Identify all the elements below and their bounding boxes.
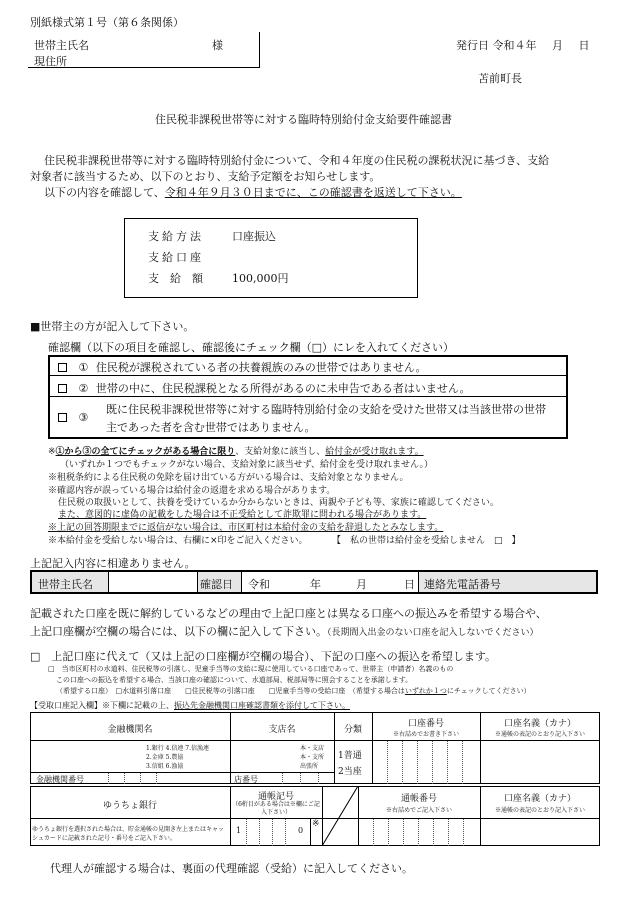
note-4: ※確認内容が誤っている場合は給付金の返還を求める場合があります。 [48, 486, 336, 496]
check-2-checkbox[interactable] [58, 384, 67, 393]
bank-name-header: 金融機関名 [107, 725, 153, 735]
payment-amount-value: 100,000円 [232, 272, 289, 285]
yucho-name: ゆうちょ銀行 [102, 801, 157, 811]
bank-code-label: 金融機関番号 [36, 775, 84, 784]
account-number-field[interactable] [374, 742, 478, 782]
alt-request-checkbox[interactable]: □ 上記口座に代えて（又は上記の口座欄が空欄の場合）、下記の口座への振込を希望します。 [30, 650, 497, 663]
account-holder-field[interactable] [482, 742, 598, 782]
alt-small-1[interactable]: □ 当市区町村の水道料、住民税等の引落し、児童手当等の支給に現に使用している口座であって、世帯主（申請者）名義のもの [48, 665, 454, 673]
check-3-checkbox[interactable] [58, 413, 67, 422]
addressee-address-label: 現住所 [34, 55, 67, 68]
decline-checkbox[interactable]: 【 私の世帯は給付金を受給しません □ 】 [332, 536, 521, 546]
yucho-symbol-sub: （6桁目がある場合は※欄にご記入下さい） [232, 801, 320, 816]
branch-type-2: 本・支所 [300, 754, 325, 761]
yucho-symbol-last: 0 [298, 826, 304, 835]
holder-header: 口座名義（カナ） [503, 719, 576, 729]
intro-line1: 住民税非課税世帯等に対する臨時特別給付金について、令和４年度の住民税の課税状況に基づき、支給 [44, 154, 550, 167]
check-3-text2: 主であった者を含む世帯ではありません。 [106, 421, 316, 434]
check-instruction: 確認欄（以下の項目を確認し、確認後にチェック欄（□）にレを入れてください） [48, 341, 455, 354]
householder-heading: ■世帯主の方が記入して下さい。 [30, 320, 195, 333]
yucho-number-field[interactable] [360, 820, 478, 844]
check-3-checkbox-wrap[interactable]: ③ [58, 411, 88, 424]
yucho-number-header: 通帳番号 [400, 794, 437, 804]
intro-line2: 対象者に該当するため、以下のとおり、支給予定額をお知らせします。 [30, 170, 381, 183]
note-5: 住民税の取扱いとして、扶養を受けているか分からないときは、両親や子ども等、家族に確認してください。 [58, 498, 499, 508]
bank-type-2: 2.金庫 5.農協 [146, 754, 184, 761]
yucho-note-2: シュカードに記載された記号・番号をご記入下さい。 [32, 835, 176, 842]
yucho-symbol-header: 通帳記号 [257, 792, 294, 802]
addressee-honorific: 様 [212, 39, 223, 52]
payment-method-value: 口座振込 [232, 230, 276, 243]
payment-method-label: 支給方法 [148, 230, 204, 243]
yucho-holder-sub: ※通帳の表記のとおり記入下さい [494, 807, 585, 814]
note-2: （いずれか１つでもチェックがない場合、支給対象に該当せず、給付金を受け取れません。） [60, 460, 434, 470]
yucho-symbol-field[interactable] [248, 820, 296, 844]
alt-small-3[interactable]: （希望する口座） □水道料引落口座 □住民税等の引落口座 □児童手当等の受給口座 （希望する場合はいずれか１つにチェックしてください） [56, 687, 531, 695]
type-header: 分類 [343, 725, 362, 735]
branch-header: 支店名 [268, 725, 296, 735]
account-no-header: 口座番号 [407, 719, 444, 729]
sign-era: 令和 [248, 578, 270, 591]
note-6: また、意図的に虚偽の記載をした場合は不正受給として詐欺罪に問われる場合があります。 [58, 510, 427, 520]
branch-code-label: 店番号 [234, 775, 258, 784]
check-row-2[interactable]: ② 世帯の中に、住民税課税となる所得があるのに未申告である者はいません。 [58, 380, 471, 396]
check-row-1[interactable]: ① 住民税が課税されている者の扶養親族のみの世帯ではありません。 [58, 359, 427, 375]
type-option-2[interactable]: 2当座 [338, 767, 362, 777]
sign-year: 年 [310, 578, 321, 591]
holder-sub: ※通帳の表記のとおり記入下さい [494, 731, 585, 738]
account-no-sub: ※右詰めでお書き下さい [392, 731, 459, 738]
addressee-name-label: 世帯主氏名 [34, 39, 89, 52]
yucho-star: ※ [312, 819, 320, 829]
alt-line1: 記載された口座を既に解約しているなどの理由で上記口座とは異なる口座への振込みを希望する場合や、 [30, 607, 547, 620]
issue-date: 発行日 令和４年 月 日 [456, 39, 590, 52]
note-1: ※①から③の全てにチェックがある場合に限り、支給対象に該当し、給付金が受け取れます。 [48, 447, 424, 457]
branch-type-1: 本・支店 [300, 745, 325, 752]
sign-phone-label: 連絡先電話番号 [424, 578, 501, 591]
form-number: 別紙様式第１号（第６条関係） [30, 16, 184, 29]
branch-type-3: 出張所 [300, 763, 319, 770]
sign-month: 月 [356, 578, 367, 591]
sign-day: 日 [404, 578, 415, 591]
bank-type-3: 3.信組 6.漁協 [146, 763, 184, 770]
phone-field[interactable] [512, 573, 596, 591]
yucho-holder-field[interactable] [482, 820, 598, 844]
yucho-slash [322, 786, 358, 846]
check-1-checkbox[interactable] [58, 363, 67, 372]
alt-line2: 上記口座欄が空欄の場合には、以下の欄に記入して下さい。（長期間入出金のない口座を記入しないでください） [30, 625, 539, 638]
note-8: ※本給付金を受給しない場合は、右欄に×印をご記入ください。 [48, 536, 308, 546]
intro-line3: 以下の内容を確認して、令和４年９月３０日までに、この確認書を返送して下さい。 [44, 186, 462, 199]
note-3: ※租税条約による住民税の免除を届け出ている方がいる場合は、支給対象となりません。 [48, 473, 409, 483]
bank-type-1: 1.銀行 4.信連 7.信漁連 [146, 745, 209, 752]
footer-note: 代理人が確認する場合は、裏面の代理確認（受給）に記入してください。 [50, 862, 413, 875]
check-3-text: 既に住民税非課税世帯等に対する臨時特別給付金の支給を受けた世帯又は当該世帯の世帯 [106, 403, 546, 416]
sign-name-label: 世帯主氏名 [38, 578, 93, 591]
note-7: ※上記の回答期限までに返信がない場合は、市区町村は本給付金の支給を辞退したとみなします。 [48, 523, 444, 533]
payment-account-label: 支給口座 [148, 251, 204, 264]
householder-name-field[interactable] [110, 573, 195, 591]
confirm-line: 上記記入内容に相違ありません。 [30, 557, 196, 570]
yucho-number-sub: ※右詰めでご記入下さい [385, 807, 452, 814]
payment-amount-label: 支給額 [148, 272, 214, 285]
yucho-holder-header: 口座名義（カナ） [503, 794, 576, 804]
branch-name-field[interactable] [234, 743, 298, 771]
type-option-1[interactable]: 1普通 [338, 751, 362, 761]
issuer: 苫前町長 [478, 72, 522, 85]
yucho-symbol-first: 1 [236, 826, 242, 835]
bank-name-field[interactable] [34, 743, 142, 771]
alt-small-2: この口座への振込を希望する場合、当該口座の確認について、水道部局、税部局等に照会することを承諾します。 [56, 676, 413, 684]
sign-date-label: 確認日 [200, 578, 233, 591]
yucho-note-1: ゆうちょ銀行を選択された場合は、貯金通帳の見開き左上またはキャッ [32, 826, 225, 833]
bank-form-heading: 【受取口座記入欄】※下欄に記載の上、振込先金融機関口座確認書類を添付して下さい。 [30, 701, 350, 710]
page-title: 住民税非課税世帯等に対する臨時特別給付金支給要件確認書 [155, 113, 452, 126]
